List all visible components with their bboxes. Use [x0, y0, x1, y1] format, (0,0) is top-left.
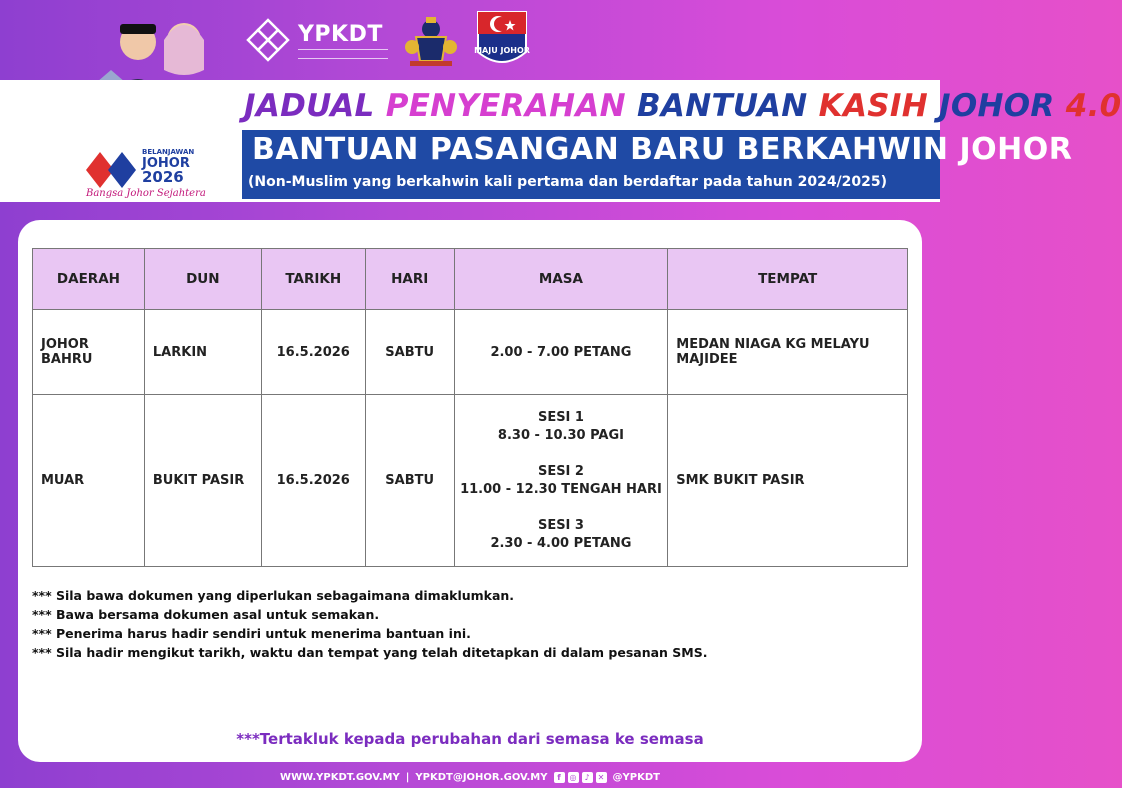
- session-1-label: SESI 1: [537, 409, 584, 425]
- bajet-tagline: Bangsa Johor Sejahtera: [86, 188, 206, 199]
- note-item: *** Penerima harus hadir sendiri untuk menerima bantuan ini.: [32, 626, 471, 641]
- bajet-name: JOHOR: [142, 156, 190, 171]
- session-2-label: SESI 2: [537, 463, 584, 479]
- ypkdt-logo: [244, 16, 388, 64]
- bajet-year: 2026: [142, 168, 184, 186]
- maju-johor-label: MAJU JOHOR: [474, 46, 530, 55]
- ypkdt-emblem-icon: [244, 16, 292, 64]
- col-header-masa: MASA: [454, 249, 668, 310]
- social-icons: [554, 772, 607, 783]
- header-logos: [244, 8, 530, 72]
- page-title: [244, 88, 1122, 124]
- cell-dun: BUKIT PASIR: [144, 395, 261, 567]
- instagram-icon[interactable]: ◎: [568, 772, 579, 783]
- maju-johor-logo: [474, 8, 530, 72]
- footer-bar: [0, 766, 940, 788]
- title-word-2: PENYERAHAN: [385, 88, 626, 124]
- title-word-4: KASIH: [818, 88, 928, 124]
- schedule-table: [32, 248, 908, 567]
- belanjawan-johor-2026-logo: [82, 140, 232, 200]
- subtitle-banner: [242, 130, 1073, 199]
- cell-hari: SABTU: [365, 395, 454, 567]
- col-header-daerah: DAERAH: [33, 249, 145, 310]
- col-header-tempat: TEMPAT: [668, 249, 908, 310]
- col-header-dun: DUN: [144, 249, 261, 310]
- table-row: [33, 395, 908, 567]
- ypkdt-subline: [298, 49, 388, 59]
- cell-masa-sessions: [454, 395, 668, 567]
- cell-tarikh: 16.5.2026: [261, 310, 365, 395]
- note-item: *** Bawa bersama dokumen asal untuk semakan.: [32, 607, 380, 622]
- session-3-time: 2.30 - 4.00 PETANG: [490, 535, 632, 551]
- title-word-5: JOHOR: [939, 88, 1055, 124]
- cell-tarikh: 16.5.2026: [261, 395, 365, 567]
- cell-hari: SABTU: [365, 310, 454, 395]
- footer-social-handle[interactable]: @YPKDT: [612, 771, 660, 783]
- subtitle-main: BANTUAN PASANGAN BARU BERKAHWIN JOHOR: [252, 132, 1073, 167]
- title-word-3: BANTUAN: [637, 88, 808, 124]
- cell-tempat: MEDAN NIAGA KG MELAYU MAJIDEE: [668, 310, 908, 395]
- col-header-tarikh: TARIKH: [261, 249, 365, 310]
- footer-email-link[interactable]: YPKDT@JOHOR.GOV.MY: [415, 771, 548, 783]
- session-3-label: SESI 3: [537, 517, 584, 533]
- johor-crest-icon: [402, 11, 460, 69]
- schedule-card: [18, 220, 922, 762]
- ypkdt-wordmark: YPKDT: [298, 21, 383, 47]
- col-header-hari: HARI: [365, 249, 454, 310]
- cell-daerah: JOHOR BAHRU: [33, 310, 145, 395]
- table-header-row: [33, 249, 908, 310]
- tiktok-icon[interactable]: ♪: [582, 772, 593, 783]
- footer-website-link[interactable]: WWW.YPKDT.GOV.MY: [280, 771, 400, 783]
- cell-masa: 2.00 - 7.00 PETANG: [454, 310, 668, 395]
- x-icon[interactable]: ✕: [596, 772, 607, 783]
- bajet-label: BELANJAWAN: [142, 148, 195, 156]
- session-2-time: 11.00 - 12.30 TENGAH HARI: [460, 481, 662, 497]
- notes-list: [32, 586, 707, 662]
- title-word-6: 4.0: [1065, 88, 1122, 124]
- subtitle-note: (Non-Muslim yang berkahwin kali pertama dan berdaftar pada tahun 2024/2025): [248, 174, 888, 190]
- footer-separator: |: [405, 771, 410, 783]
- title-word-1: JADUAL: [244, 88, 375, 124]
- disclaimer-text: ***Tertakluk kepada perubahan dari semasa ke semasa: [236, 730, 704, 748]
- maju-johor-shield-icon: [474, 8, 530, 72]
- cell-dun: LARKIN: [144, 310, 261, 395]
- cell-daerah: MUAR: [33, 395, 145, 567]
- cell-tempat: SMK BUKIT PASIR: [668, 395, 908, 567]
- session-1-time: 8.30 - 10.30 PAGI: [497, 427, 624, 443]
- note-item: *** Sila bawa dokumen yang diperlukan sebagaimana dimaklumkan.: [32, 588, 515, 603]
- table-row: [33, 310, 908, 395]
- note-item: *** Sila hadir mengikut tarikh, waktu dan tempat yang telah ditetapkan di dalam pesanan SMS.: [32, 645, 708, 660]
- facebook-icon[interactable]: f: [554, 772, 565, 783]
